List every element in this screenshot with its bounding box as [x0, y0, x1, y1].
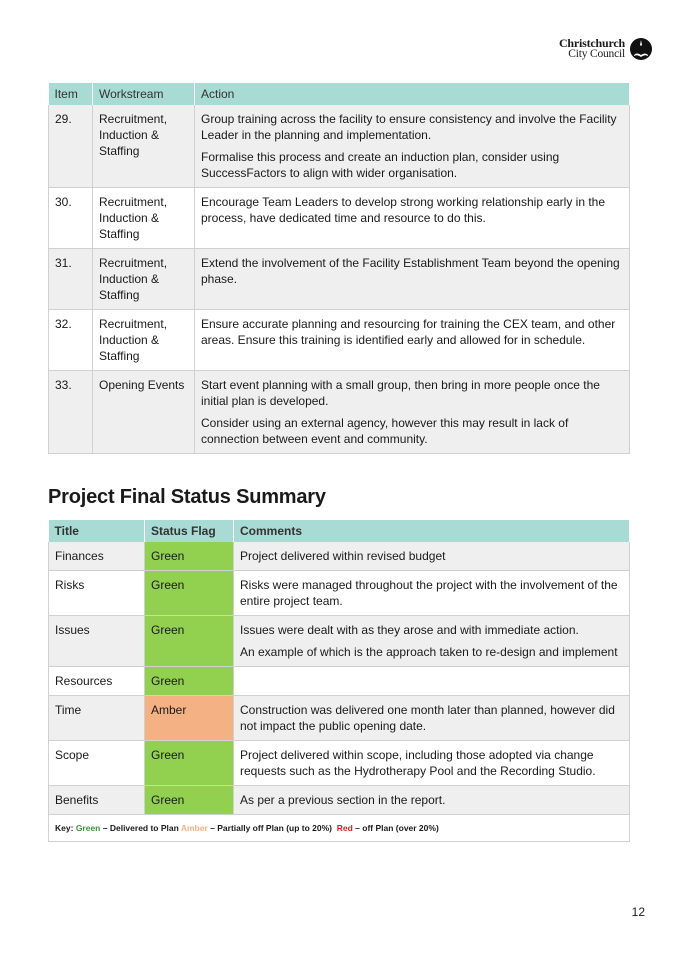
status-flag: Amber: [145, 696, 234, 741]
table-row: [49, 571, 630, 616]
key-amber: Amber: [180, 823, 208, 833]
table-row: [49, 188, 630, 249]
header-action: Action: [195, 83, 630, 105]
workstream-cell: Opening Events: [93, 371, 195, 454]
header-title: Title: [49, 520, 145, 542]
table-row: [49, 105, 630, 188]
action-cell: [195, 188, 630, 249]
table-row: [49, 741, 630, 786]
action-cell: [195, 105, 630, 188]
action-paragraph: Extend the involvement of the Facility Establishment Team beyond the opening phase.: [201, 256, 620, 286]
council-logo: [559, 37, 653, 61]
status-comments: [234, 786, 630, 815]
key-red: Red: [336, 823, 353, 833]
status-title: Risks: [49, 571, 145, 616]
status-title: Issues: [49, 616, 145, 667]
logo-line2: City Council: [568, 48, 625, 60]
status-flag: Green: [145, 741, 234, 786]
status-flag: Green: [145, 786, 234, 815]
workstream-cell: Recruitment, Induction & Staffing: [93, 310, 195, 371]
key-green-text: – Delivered to Plan: [100, 823, 181, 833]
workstream-cell: Recruitment, Induction & Staffing: [93, 105, 195, 188]
actions-table: [48, 83, 630, 454]
item-number: 29.: [49, 105, 93, 188]
comment-paragraph: As per a previous section in the report.: [240, 793, 446, 807]
comment-paragraph: Risks were managed throughout the project with the involvement of the entire project team.: [240, 578, 618, 608]
status-comments: [234, 696, 630, 741]
action-cell: [195, 371, 630, 454]
logo-line1: Christchurch: [558, 36, 625, 50]
status-title: Benefits: [49, 786, 145, 815]
actions-header-row: [49, 83, 630, 105]
action-paragraph: Start event planning with a small group, then bring in more people once the initial plan is developed.: [201, 378, 600, 408]
table-row: [49, 542, 630, 571]
item-number: 31.: [49, 249, 93, 310]
comment-paragraph: Issues were dealt with as they arose and with immediate action.: [240, 623, 579, 637]
status-comments: [234, 741, 630, 786]
status-comments: [234, 571, 630, 616]
status-flag: Green: [145, 571, 234, 616]
key-amber-text: – Partially off Plan (up to 20%): [207, 823, 337, 833]
comment-paragraph: An example of which is the approach taken to re-design and implement: [240, 645, 618, 659]
page-number: 12: [631, 905, 645, 919]
status-comments: [234, 542, 630, 571]
status-comments: [234, 616, 630, 667]
logo-text: [559, 38, 625, 60]
header-status-flag: Status Flag: [145, 520, 234, 542]
action-paragraph: Encourage Team Leaders to develop strong working relationship early in the process, have dedicated time and resource to do this.: [201, 195, 606, 225]
item-number: 30.: [49, 188, 93, 249]
section-heading: Project Final Status Summary: [48, 486, 326, 508]
table-row: [49, 786, 630, 815]
status-comments: [234, 667, 630, 696]
status-flag: Green: [145, 667, 234, 696]
header-item: Item: [49, 83, 93, 105]
header-workstream: Workstream: [93, 83, 195, 105]
header-comments: Comments: [234, 520, 630, 542]
status-flag: Green: [145, 542, 234, 571]
action-paragraph: Ensure accurate planning and resourcing for training the CEX team, and other areas. Ensure this training is identified early and allowed for in schedule.: [201, 317, 616, 347]
action-paragraph: Formalise this process and create an induction plan, consider using SuccessFactors to align with wider organisation.: [201, 150, 560, 180]
cathedral-emblem-icon: [629, 37, 653, 61]
status-key-row: [49, 815, 630, 842]
table-row: [49, 249, 630, 310]
comment-paragraph: Project delivered within scope, including those adopted via change requests such as the Hydrotherapy Pool and the Recording Studio.: [240, 748, 596, 778]
item-number: 33.: [49, 371, 93, 454]
status-flag: Green: [145, 616, 234, 667]
status-title: Resources: [49, 667, 145, 696]
table-row: [49, 616, 630, 667]
action-cell: [195, 310, 630, 371]
status-title: Time: [49, 696, 145, 741]
comment-paragraph: Construction was delivered one month later than planned, however did not impact the public opening date.: [240, 703, 615, 733]
table-row: [49, 696, 630, 741]
status-title: Finances: [49, 542, 145, 571]
table-row: [49, 667, 630, 696]
status-table: [48, 520, 630, 842]
workstream-cell: Recruitment, Induction & Staffing: [93, 188, 195, 249]
table-row: [49, 371, 630, 454]
workstream-cell: Recruitment, Induction & Staffing: [93, 249, 195, 310]
item-number: 32.: [49, 310, 93, 371]
status-title: Scope: [49, 741, 145, 786]
status-header-row: [49, 520, 630, 542]
action-cell: [195, 249, 630, 310]
status-key: [49, 815, 630, 842]
comment-paragraph: Project delivered within revised budget: [240, 549, 446, 563]
key-green: Green: [75, 823, 101, 833]
action-paragraph: Consider using an external agency, however this may result in lack of connection between event and community.: [201, 416, 569, 446]
action-paragraph: Group training across the facility to ensure consistency and involve the Facility Leader in the planning and implementation.: [201, 112, 617, 142]
table-row: [49, 310, 630, 371]
key-label: Key:: [55, 823, 74, 833]
key-red-text: – off Plan (over 20%): [352, 823, 439, 833]
